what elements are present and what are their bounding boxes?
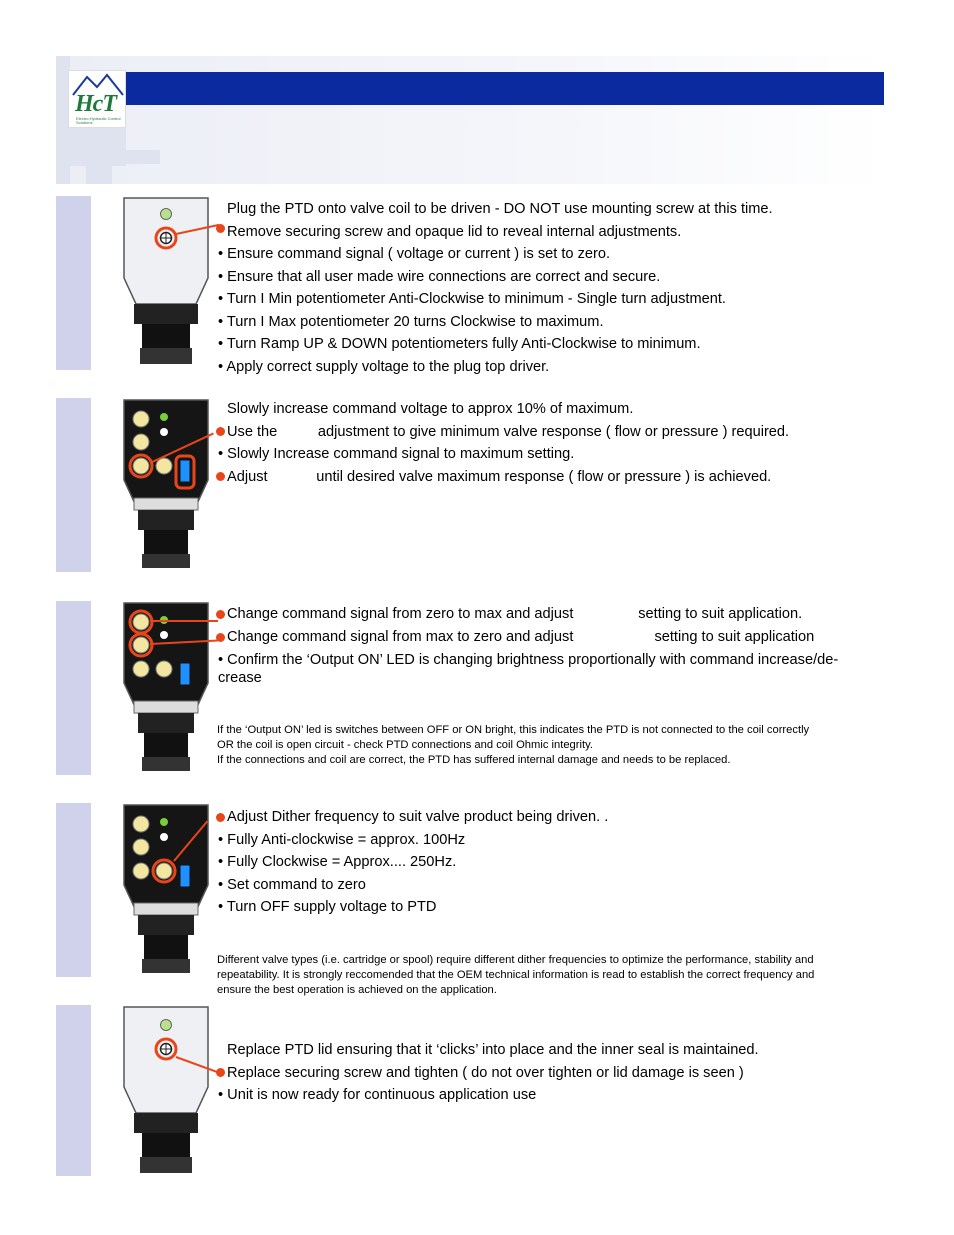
instruction-line: Replace securing screw and tighten ( do not over tighten or lid damage is seen ) [227,1064,744,1081]
note-line: If the connections and coil are correct, the PTD has suffered internal damage and needs to be replaced. [217,754,731,766]
company-logo [68,70,126,128]
note-line: ensure the best operation is achieved on the application. [217,984,497,996]
section-4-notes [217,953,814,998]
instruction-line: crease [218,670,262,686]
instruction-line: • Turn Ramp UP & DOWN potentiometers fully Anti-Clockwise to minimum. [218,336,701,352]
section-strip-1 [56,196,91,370]
section-strip-5 [56,1005,91,1176]
header-band [126,72,884,105]
instruction-line: • Apply correct supply voltage to the plug top driver. [218,358,550,375]
note-line: If the ‘Output ON’ led is switches between OFF or ON bright, this indicates the PTD is not connected to the coil correctly [217,724,810,736]
section-strip-3 [56,601,91,775]
instruction-line: • Turn OFF supply voltage to PTD [218,899,437,915]
note-line: repeatability. It is strongly reccomended that the OEM technical information is read to establish the correct frequency and [217,969,815,981]
section-strip-4 [56,803,91,977]
logo-text: HcT [75,91,116,117]
section-3-instructions [218,603,838,687]
section-5-instructions [218,1039,759,1107]
instruction-line: Change command signal from max to zero and adjust setting to suit application [227,628,815,645]
section-1-instructions [218,198,773,378]
instruction-line: Use the adjustment to give minimum valve response ( flow or pressure ) required. [227,423,790,440]
logo-subtitle: Electro-Hydraulic Control Solutions [76,116,121,125]
section-4-instructions [218,806,608,919]
section-2-instructions [218,398,789,488]
instruction-line: Remove securing screw and opaque lid to reveal internal adjustments. [227,223,682,240]
instruction-line: • Turn I Max potentiometer 20 turns Clockwise to maximum. [218,313,604,330]
note-line: OR the coil is open circuit - check PTD connections and coil Ohmic integrity. [217,739,593,751]
ptd-device-open-2 [120,398,212,574]
instruction-line: Plug the PTD onto valve coil to be driven - DO NOT use mounting screw at this time. [227,201,773,217]
instruction-line: • Confirm the ‘Output ON’ LED is changing brightness proportionally with command increase/de- [218,652,839,668]
instruction-line: • Fully Anti-clockwise = approx. 100Hz [218,831,466,848]
instruction-line: • Unit is now ready for continuous application use [218,1087,537,1103]
instruction-line: • Turn I Min potentiometer Anti-Clockwise to minimum - Single turn adjustment. [218,291,726,307]
instruction-line: Slowly increase command voltage to approx 10% of maximum. [227,401,634,417]
instruction-line: • Set command to zero [218,876,366,893]
note-line: Different valve types (i.e. cartridge or spool) require different dither frequencies to optimize the performance, stability and [217,954,814,966]
instruction-line: • Fully Clockwise = Approx.... 250Hz. [218,854,457,870]
instruction-line: Change command signal from zero to max and adjust setting to suit application. [227,606,803,622]
section-3-notes [217,723,809,768]
section-strip-2 [56,398,91,572]
instruction-line: Replace PTD lid ensuring that it ‘clicks’ into place and the inner seal is maintained. [227,1042,759,1058]
ptd-device-lid-closed-5 [120,1005,212,1177]
ptd-device-lid-closed-1 [120,196,212,368]
callout-line [150,620,218,622]
ptd-device-open-3 [120,601,212,777]
instruction-line: • Slowly Increase command signal to maximum setting. [218,446,575,462]
instruction-line: • Ensure command signal ( voltage or current ) is set to zero. [218,246,611,262]
instruction-line: • Ensure that all user made wire connections are correct and secure. [218,268,661,285]
instruction-line: Adjust Dither frequency to suit valve product being driven. . [227,809,609,825]
instruction-line: Adjust until desired valve maximum response ( flow or pressure ) is achieved. [227,468,772,485]
